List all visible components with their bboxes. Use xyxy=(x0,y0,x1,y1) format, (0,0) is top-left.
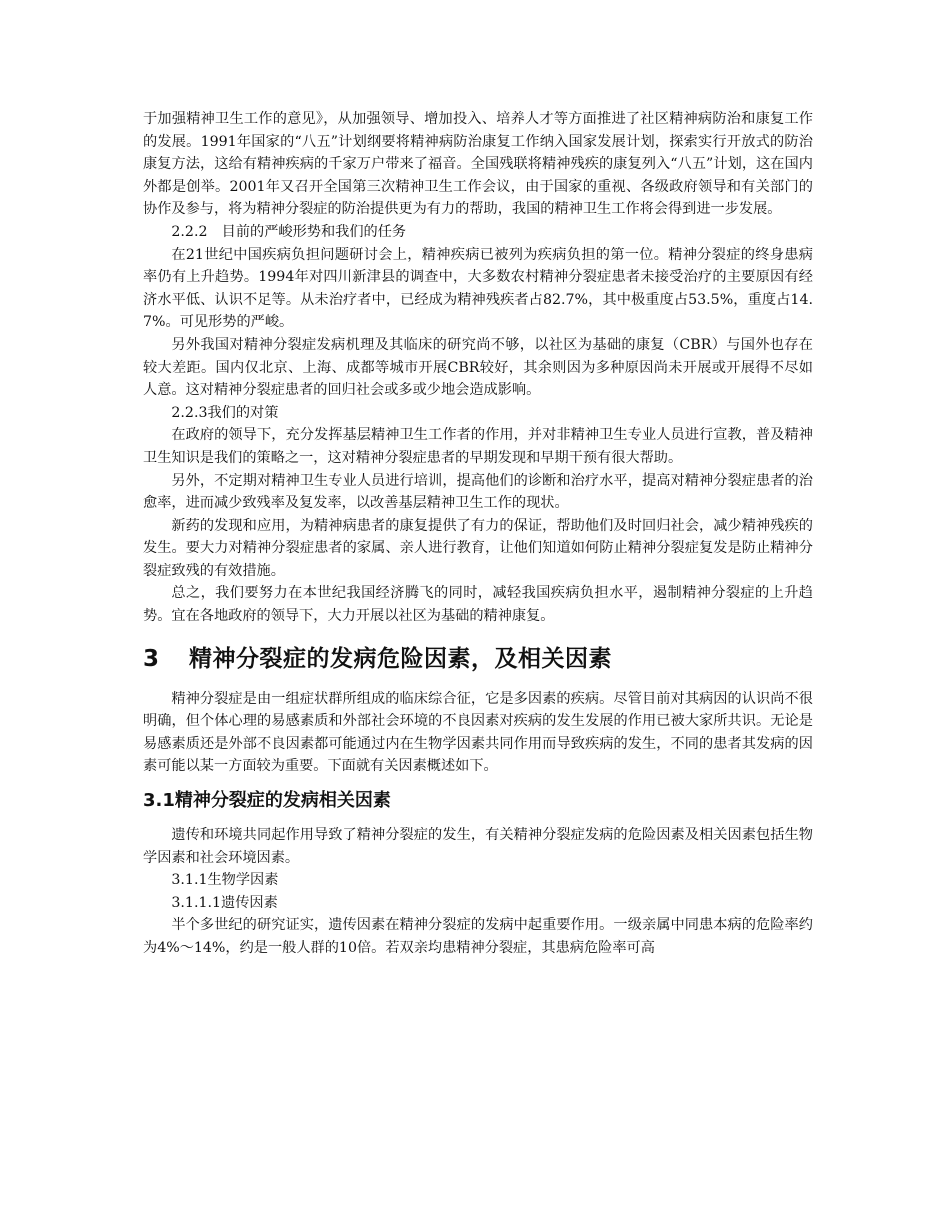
section-3-number: 3 xyxy=(143,645,160,672)
paragraph-3-1: 遗传和环境共同起作用导致了精神分裂症的发生，有关精神分裂症发病的危险因素及相关因素包括生物学因素和社会环境因素。 xyxy=(143,827,813,866)
paragraph-2-2-2-research-gap: 另外我国对精神分裂症发病机理及其临床的研究尚不够，以社区为基础的康复（CBR）与国外也存在较大差距。国内仅北京、上海、成都等城市开展CBR较好，其余则因为多种原因尚未开展或开展得不尽如人意。这对精神分裂症患者的回归社会或多或少地会造成影响。 xyxy=(143,336,813,399)
paragraph-2-2-3-training: 另外，不定期对精神卫生专业人员进行培训，提高他们的诊断和治疗水平，提高对精神分裂症患者的治愈率，进而减少致残率及复发率，以改善基层精神卫生工作的现状。 xyxy=(143,472,813,512)
paragraph-2-2-2-situation: 在21世纪中国疾病负担问题研讨会上，精神疾病已被列为疾病负担的第一位。精神分裂症的终身患病率仍有上升趋势。1994年对四川新津县的调查中，大多数农村精神分裂症患者未接受治疗的主要原因有经济水平低、认识不足等。从未治疗者中，已经成为精神残疾者占82.7%，其中极重度占53.5%，重度占14.7%。可见形势的严峻。 xyxy=(143,246,813,331)
paragraph-2-2-3-summary: 总之，我们要努力在本世纪我国经济腾飞的同时，减轻我国疾病负担水平，遏制精神分裂症的上升趋势。宜在各地政府的领导下，大力开展以社区为基础的精神康复。 xyxy=(143,585,813,625)
paragraph-2-2-3-new-drugs: 新药的发现和应用，为精神病患者的康复提供了有力的保证，帮助他们及时回归社会，减少精神残疾的发生。要大力对精神分裂症患者的家属、亲人进行教育，让他们知道如何防止精神分裂症复发是防止精神分裂症致残的有效措施。 xyxy=(143,517,813,579)
subheading-3-1-1-1: 3.1.1.1遗传因素 xyxy=(171,894,278,911)
paragraph-2-2-3-strategy: 在政府的领导下，充分发挥基层精神卫生工作者的作用，并对非精神卫生专业人员进行宣教，普及精神卫生知识是我们的策略之一，这对精神分裂症患者的早期发现和早期干预有很大帮助。 xyxy=(143,427,813,466)
subsection-3-1-heading: 3.1精神分裂症的发病相关因素 xyxy=(143,790,391,812)
subheading-3-1-1: 3.1.1生物学因素 xyxy=(171,872,279,889)
document-page xyxy=(143,108,813,960)
section-3-heading xyxy=(143,642,813,676)
paragraph-3-1-1-1-genetics: 半个多世纪的研究证实，遗传因素在精神分裂症的发病中起重要作用。一级亲属中同患本病的危险率约为4%～14%，约是一般人群的10倍。若双亲均患精神分裂症，其患病危险率可高 xyxy=(143,917,813,956)
paragraph-3-intro: 精神分裂症是由一组症状群所组成的临床综合征，它是多因素的疾病。尽管目前对其病因的认识尚不很明确，但个体心理的易感素质和外部社会环境的不良因素对疾病的发生发展的作用已被大家所共识。无论是易感素质还是外部不良因素都可能通过内在生物学因素共同作用而导致疾病的发生，不同的患者其发病的因素可能以某一方面较为重要。下面就有关因素概述如下。 xyxy=(143,690,813,775)
subheading-2-2-2: 2.2.2 目前的严峻形势和我们的任务 xyxy=(171,223,407,240)
paragraph-intro-continued: 于加强精神卫生工作的意见》，从加强领导、增加投入、培养人才等方面推进了社区精神病防治和康复工作的发展。1991年国家的“八五”计划纲要将精神病防治康复工作纳入国家发展计划，探索实行开放式的防治康复方法，这给有精神疾病的千家万户带来了福音。全国残联将精神残疾的康复列入“八五”计划，这在国内外都是创举。2001年又召开全国第三次精神卫生工作会议，由于国家的重视、各级政府领导和有关部门的协作及参与，将为精神分裂症的防治提供更为有力的帮助，我国的精神卫生工作将会得到进一步发展。 xyxy=(143,111,813,218)
subheading-2-2-3: 2.2.3我们的对策 xyxy=(171,404,279,421)
section-3-title: 精神分裂症的发病危险因素，及相关因素 xyxy=(189,645,612,672)
